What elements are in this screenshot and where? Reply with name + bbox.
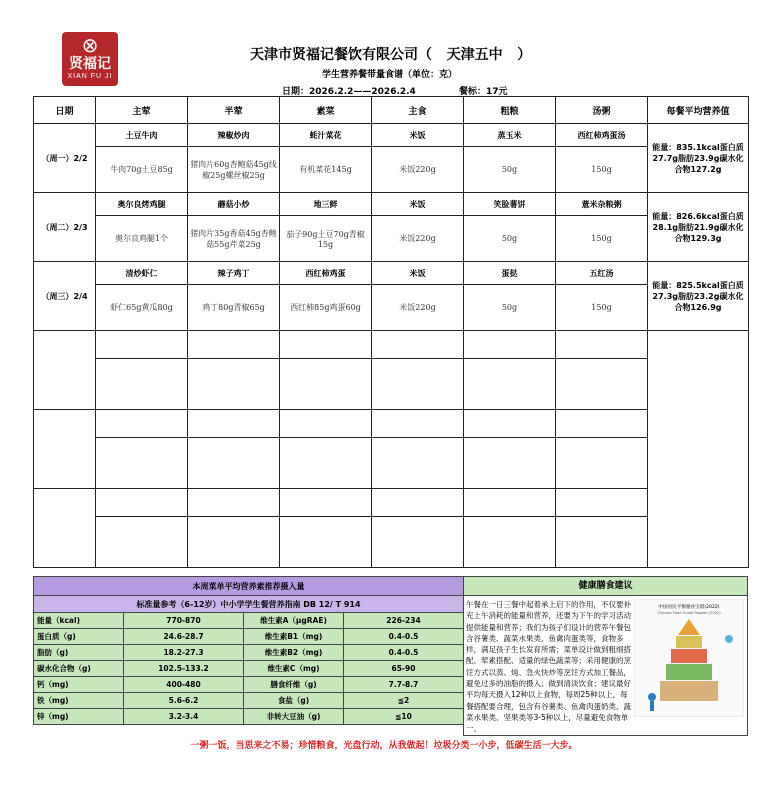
empty-cell xyxy=(372,517,464,568)
empty-cell xyxy=(556,438,648,489)
empty-cell xyxy=(188,359,280,410)
empty-cell xyxy=(280,489,372,517)
dish-name: 西红柿鸡蛋 xyxy=(280,262,372,285)
empty-cell xyxy=(96,489,188,517)
dish-ingredients: 猪肉片60g杏鲍菇45g线椒25g螺丝椒25g xyxy=(188,147,280,193)
empty-cell xyxy=(372,489,464,517)
table-row xyxy=(34,709,464,725)
day-label: （周三）2/4 xyxy=(34,262,96,331)
pagoda-subtitle: Chinese Food Guide Pagoda (2022) xyxy=(657,611,721,615)
dish-ingredients: 茄子90g土豆70g青椒15g xyxy=(280,216,372,262)
nutrient-name: 维生素B2（mg) xyxy=(244,645,344,661)
day-dish-row xyxy=(34,124,749,147)
dish-name: 薏米杂粮粥 xyxy=(556,193,648,216)
empty-cell xyxy=(188,331,280,359)
table-row xyxy=(34,613,464,629)
col-header: 半荤 xyxy=(188,97,280,124)
day-ingredient-row xyxy=(34,285,749,331)
dish-ingredients: 虾仁65g黄瓜80g xyxy=(96,285,188,331)
empty-cell xyxy=(556,517,648,568)
food-pagoda-image xyxy=(634,599,744,717)
dish-ingredients: 50g xyxy=(464,216,556,262)
empty-cell xyxy=(372,410,464,438)
nutrient-name: 钙（mg) xyxy=(34,677,124,693)
dish-ingredients: 米饭220g xyxy=(372,285,464,331)
company-title: 天津市贤福记餐饮有限公司（ 天津五中 ） xyxy=(250,47,532,63)
day-label: （周一）2/2 xyxy=(34,124,96,193)
day-dish-row xyxy=(34,193,749,216)
dish-ingredients: 米饭220g xyxy=(372,147,464,193)
nutrition-summary: 能量：826.6kcal蛋白质28.1g脂肪21.9g碳水化合物129.3g xyxy=(648,193,749,262)
empty-cell xyxy=(372,331,464,359)
dish-name: 清炒虾仁 xyxy=(96,262,188,285)
logo-chinese-text: 贤福记 xyxy=(69,56,111,72)
nutrient-value: 102.5-133.2 xyxy=(124,661,244,677)
empty-row xyxy=(34,517,749,568)
day-dish-row xyxy=(34,262,749,285)
col-header: 日期 xyxy=(34,97,96,124)
nutrient-value: 65-90 xyxy=(344,661,464,677)
standard-table-subtitle: 标准量参考（6-12岁）中小学学生餐营养指南 DB 12/ T 914 xyxy=(34,596,464,613)
empty-cell xyxy=(556,410,648,438)
empty-cell xyxy=(280,331,372,359)
empty-cell xyxy=(464,359,556,410)
dish-name: 米饭 xyxy=(372,193,464,216)
dish-ingredients: 有机菜花145g xyxy=(280,147,372,193)
empty-cell xyxy=(556,489,648,517)
table-row xyxy=(34,645,464,661)
logo-mark-icon: ⊗ xyxy=(81,33,99,57)
standard-table-title: 本周菜单平均营养素推荐摄入量 xyxy=(34,577,464,596)
empty-cell xyxy=(96,331,188,359)
company-logo xyxy=(62,32,118,86)
dish-name: 地三鲜 xyxy=(280,193,372,216)
nutrient-value: 0.4-0.5 xyxy=(344,645,464,661)
dish-ingredients: 150g xyxy=(556,216,648,262)
pagoda-title: 中国居民平衡膳食宝塔(2022) xyxy=(658,605,720,610)
dish-name: 蒸玉米 xyxy=(464,124,556,147)
nutrient-value: 770-870 xyxy=(124,613,244,629)
dish-ingredients: 牛肉70g土豆85g xyxy=(96,147,188,193)
nutrient-value: 7.7-8.7 xyxy=(344,677,464,693)
empty-cell xyxy=(34,331,96,410)
empty-cell xyxy=(464,438,556,489)
empty-cell xyxy=(34,489,96,568)
dish-name: 米饭 xyxy=(372,262,464,285)
nutrient-value: ≦2 xyxy=(344,693,464,709)
dish-name: 蛋挞 xyxy=(464,262,556,285)
table-row xyxy=(34,661,464,677)
dish-name: 西红柿鸡蛋汤 xyxy=(556,124,648,147)
slogan: 一粥一饭，当思来之不易；珍惜粮食，光盘行动，从我做起！垃圾分类一小步，低碳生活一大步。 xyxy=(190,741,578,751)
dish-ingredients: 50g xyxy=(464,147,556,193)
empty-cell xyxy=(464,410,556,438)
nutrient-value: 400-480 xyxy=(124,677,244,693)
dish-ingredients: 150g xyxy=(556,285,648,331)
nutrient-value: 0.4-0.5 xyxy=(344,629,464,645)
nutrient-name: 维生素C（mg) xyxy=(244,661,344,677)
nutrient-value: 24.6-28.7 xyxy=(124,629,244,645)
nutrient-value: 5.6-6.2 xyxy=(124,693,244,709)
dish-name: 奥尔良烤鸡腿 xyxy=(96,193,188,216)
nutrient-name: 维生素A（μgRAE) xyxy=(244,613,344,629)
bottom-section xyxy=(33,576,748,736)
empty-cell xyxy=(280,359,372,410)
nutrient-name: 食盐（g) xyxy=(244,693,344,709)
empty-cell xyxy=(34,410,96,489)
dish-name: 蚝汁菜花 xyxy=(280,124,372,147)
empty-row xyxy=(34,331,749,359)
day-ingredient-row xyxy=(34,147,749,193)
nutrient-standard-panel xyxy=(33,576,463,725)
table-row xyxy=(34,693,464,709)
empty-cell xyxy=(556,331,648,359)
dish-ingredients: 奥尔良鸡腿1个 xyxy=(96,216,188,262)
empty-row xyxy=(34,438,749,489)
nutrient-name: 锌（mg) xyxy=(34,709,124,725)
empty-row xyxy=(34,359,749,410)
dish-name: 米饭 xyxy=(372,124,464,147)
empty-cell xyxy=(464,517,556,568)
dish-ingredients: 150g xyxy=(556,147,648,193)
empty-cell xyxy=(556,359,648,410)
empty-cell xyxy=(280,438,372,489)
empty-cell xyxy=(96,517,188,568)
menu-subtitle: 学生营养餐带量食谱（单位：克） xyxy=(322,70,458,80)
dish-name: 蘑菇小炒 xyxy=(188,193,280,216)
nutrition-summary: 能量：825.5kcal蛋白质27.3g脂肪23.2g碳水化合物126.9g xyxy=(648,262,749,331)
empty-cell xyxy=(188,489,280,517)
nutrient-name: 蛋白质（g) xyxy=(34,629,124,645)
empty-cell xyxy=(96,438,188,489)
empty-cell xyxy=(188,438,280,489)
empty-cell xyxy=(372,438,464,489)
nutrient-name: 维生素B1（mg) xyxy=(244,629,344,645)
dish-name: 辣椒炒肉 xyxy=(188,124,280,147)
dish-ingredients: 米饭220g xyxy=(372,216,464,262)
dish-ingredients: 鸡丁80g青椒65g xyxy=(188,285,280,331)
date-range: 日期：2026.2.2——2026.2.4 xyxy=(282,87,416,97)
nutrient-standard-table xyxy=(33,576,464,725)
menu-header-row xyxy=(34,97,749,124)
dish-ingredients: 猪肉片35g香菇45g杏鲍菇55g芹菜25g xyxy=(188,216,280,262)
nutrient-value: 18.2-27.3 xyxy=(124,645,244,661)
nutrient-name: 非转大豆油（g) xyxy=(244,709,344,725)
advice-text: 午餐在一日三餐中起着承上启下的作用，不仅要补充上午消耗的能量和营养，还要为下午的学习活动提供能量和营养；我们为孩子们设计的营养午餐包含谷薯类、蔬菜水果类、鱼禽肉蛋类等，食物多样，满足孩子生长发育所需；菜单设计做到粗细搭配、荤素搭配、适量的绿色蔬菜等；采用健康的烹饪方式以蒸、炖、急火快炒等烹饪方式加工餐品，避免过多的油脂的摄入；做到清淡饮食；建议最好平均每天摄入12种以上食物，每周25种以上，每餐搭配要合理，包含有谷薯类、鱼禽肉蛋奶类、蔬菜水果类、坚果类等3-5种以上，尽量避免食物单一。 xyxy=(466,600,631,733)
empty-row xyxy=(34,410,749,438)
col-header: 粗粮 xyxy=(464,97,556,124)
empty-cell xyxy=(188,517,280,568)
empty-cell xyxy=(464,331,556,359)
nutrient-value: 3.2-3.4 xyxy=(124,709,244,725)
dish-name: 五红汤 xyxy=(556,262,648,285)
meal-standard: 餐标：17元 xyxy=(458,87,508,97)
menu-table xyxy=(33,96,749,568)
logo-english-text: XIAN FU JI xyxy=(67,73,113,80)
dish-name: 辣子鸡丁 xyxy=(188,262,280,285)
col-header: 汤粥 xyxy=(556,97,648,124)
empty-cell xyxy=(188,410,280,438)
empty-cell xyxy=(464,489,556,517)
dish-ingredients: 50g xyxy=(464,285,556,331)
dish-ingredients: 西红柿85g鸡蛋60g xyxy=(280,285,372,331)
day-label: （周二）2/3 xyxy=(34,193,96,262)
empty-row xyxy=(34,489,749,517)
nutrient-name: 碳水化合物（g) xyxy=(34,661,124,677)
col-header: 主荤 xyxy=(96,97,188,124)
diet-advice-panel xyxy=(463,576,748,736)
nutrient-value: 226-234 xyxy=(344,613,464,629)
nutrient-name: 铁（mg) xyxy=(34,693,124,709)
nutrient-name: 能量（kcal) xyxy=(34,613,124,629)
col-header: 每餐平均营养值 xyxy=(648,97,749,124)
empty-cell xyxy=(96,410,188,438)
dish-name: 土豆牛肉 xyxy=(96,124,188,147)
nutrition-summary: 能量：835.1kcal蛋白质27.7g脂肪23.9g碳水化合物127.2g xyxy=(648,124,749,193)
nutrient-value: ≦10 xyxy=(344,709,464,725)
empty-cell xyxy=(96,359,188,410)
nutrient-name: 脂肪（g) xyxy=(34,645,124,661)
empty-cell xyxy=(280,410,372,438)
empty-cell xyxy=(280,517,372,568)
day-ingredient-row xyxy=(34,216,749,262)
dish-name: 笑脸薯饼 xyxy=(464,193,556,216)
empty-cell xyxy=(372,359,464,410)
table-row xyxy=(34,677,464,693)
col-header: 主食 xyxy=(372,97,464,124)
col-header: 素菜 xyxy=(280,97,372,124)
table-row xyxy=(34,629,464,645)
empty-cell xyxy=(648,331,749,568)
advice-title: 健康膳食建议 xyxy=(464,577,747,596)
nutrient-name: 膳食纤维（g) xyxy=(244,677,344,693)
